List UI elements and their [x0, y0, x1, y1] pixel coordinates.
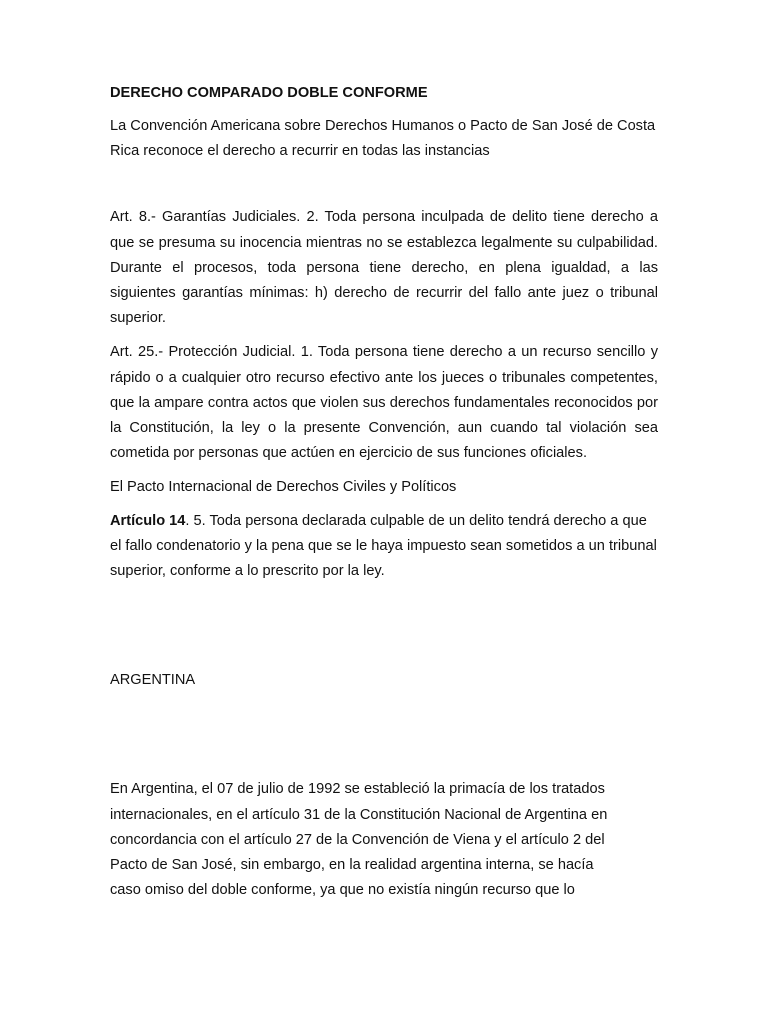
intro-paragraph: La Convención Americana sobre Derechos Humanos o Pacto de San José de Costa Rica reconoce el derecho a recurrir en todas las instancias [110, 118, 656, 160]
pacto-internacional-paragraph: El Pacto Internacional de Derechos Civiles y Políticos [110, 479, 457, 496]
article-14-paragraph [110, 509, 658, 585]
article-25-paragraph: Art. 25.- Protección Judicial. 1. Toda persona tiene derecho a un recurso sencillo y rápido o a cualquier otro recurso efectivo ante los jueces o tribunales competentes, que la ampare contra actos que violen sus derechos fundamentales reconocidos por la Constitución, la ley o la presente Convención, aun cuando tal violación sea cometida por personas que actúen en ejercicio de sus funciones oficiales. [110, 344, 658, 462]
argentina-line: caso omiso del doble conforme, ya que no existía ningún recurso que lo [110, 882, 575, 899]
article-14-label: Artículo 14 [110, 512, 186, 529]
country-heading: ARGENTINA [110, 672, 196, 689]
document-title: DERECHO COMPARADO DOBLE CONFORME [110, 85, 428, 101]
argentina-line: Pacto de San José, sin embargo, en la realidad argentina interna, se hacía [110, 857, 594, 874]
argentina-line: internacionales, en el artículo 31 de la Constitución Nacional de Argentina en [110, 806, 608, 823]
article-14-text: . 5. Toda persona declarada culpable de un delito tendrá derecho a que el fallo condenatorio y la pena que se le haya impuesto sean sometidos a un tribunal superior, conforme a lo prescrito por la ley. [110, 512, 657, 580]
article-8-paragraph: Art. 8.- Garantías Judiciales. 2. Toda persona inculpada de delito tiene derecho a que se presuma su inocencia mientras no se establezca legalmente su culpabilidad. Durante el procesos, toda persona tiene derecho, en plena igualdad, a las siguientes garantías mínimas: h) derecho de recurrir del fallo ante juez o tribunal superior. [110, 209, 658, 327]
argentina-paragraph [110, 777, 658, 903]
argentina-line: En Argentina, el 07 de julio de 1992 se estableció la primacía de los tratados [110, 781, 605, 798]
argentina-line: concordancia con el artículo 27 de la Convención de Viena y el artículo 2 del [110, 831, 605, 848]
